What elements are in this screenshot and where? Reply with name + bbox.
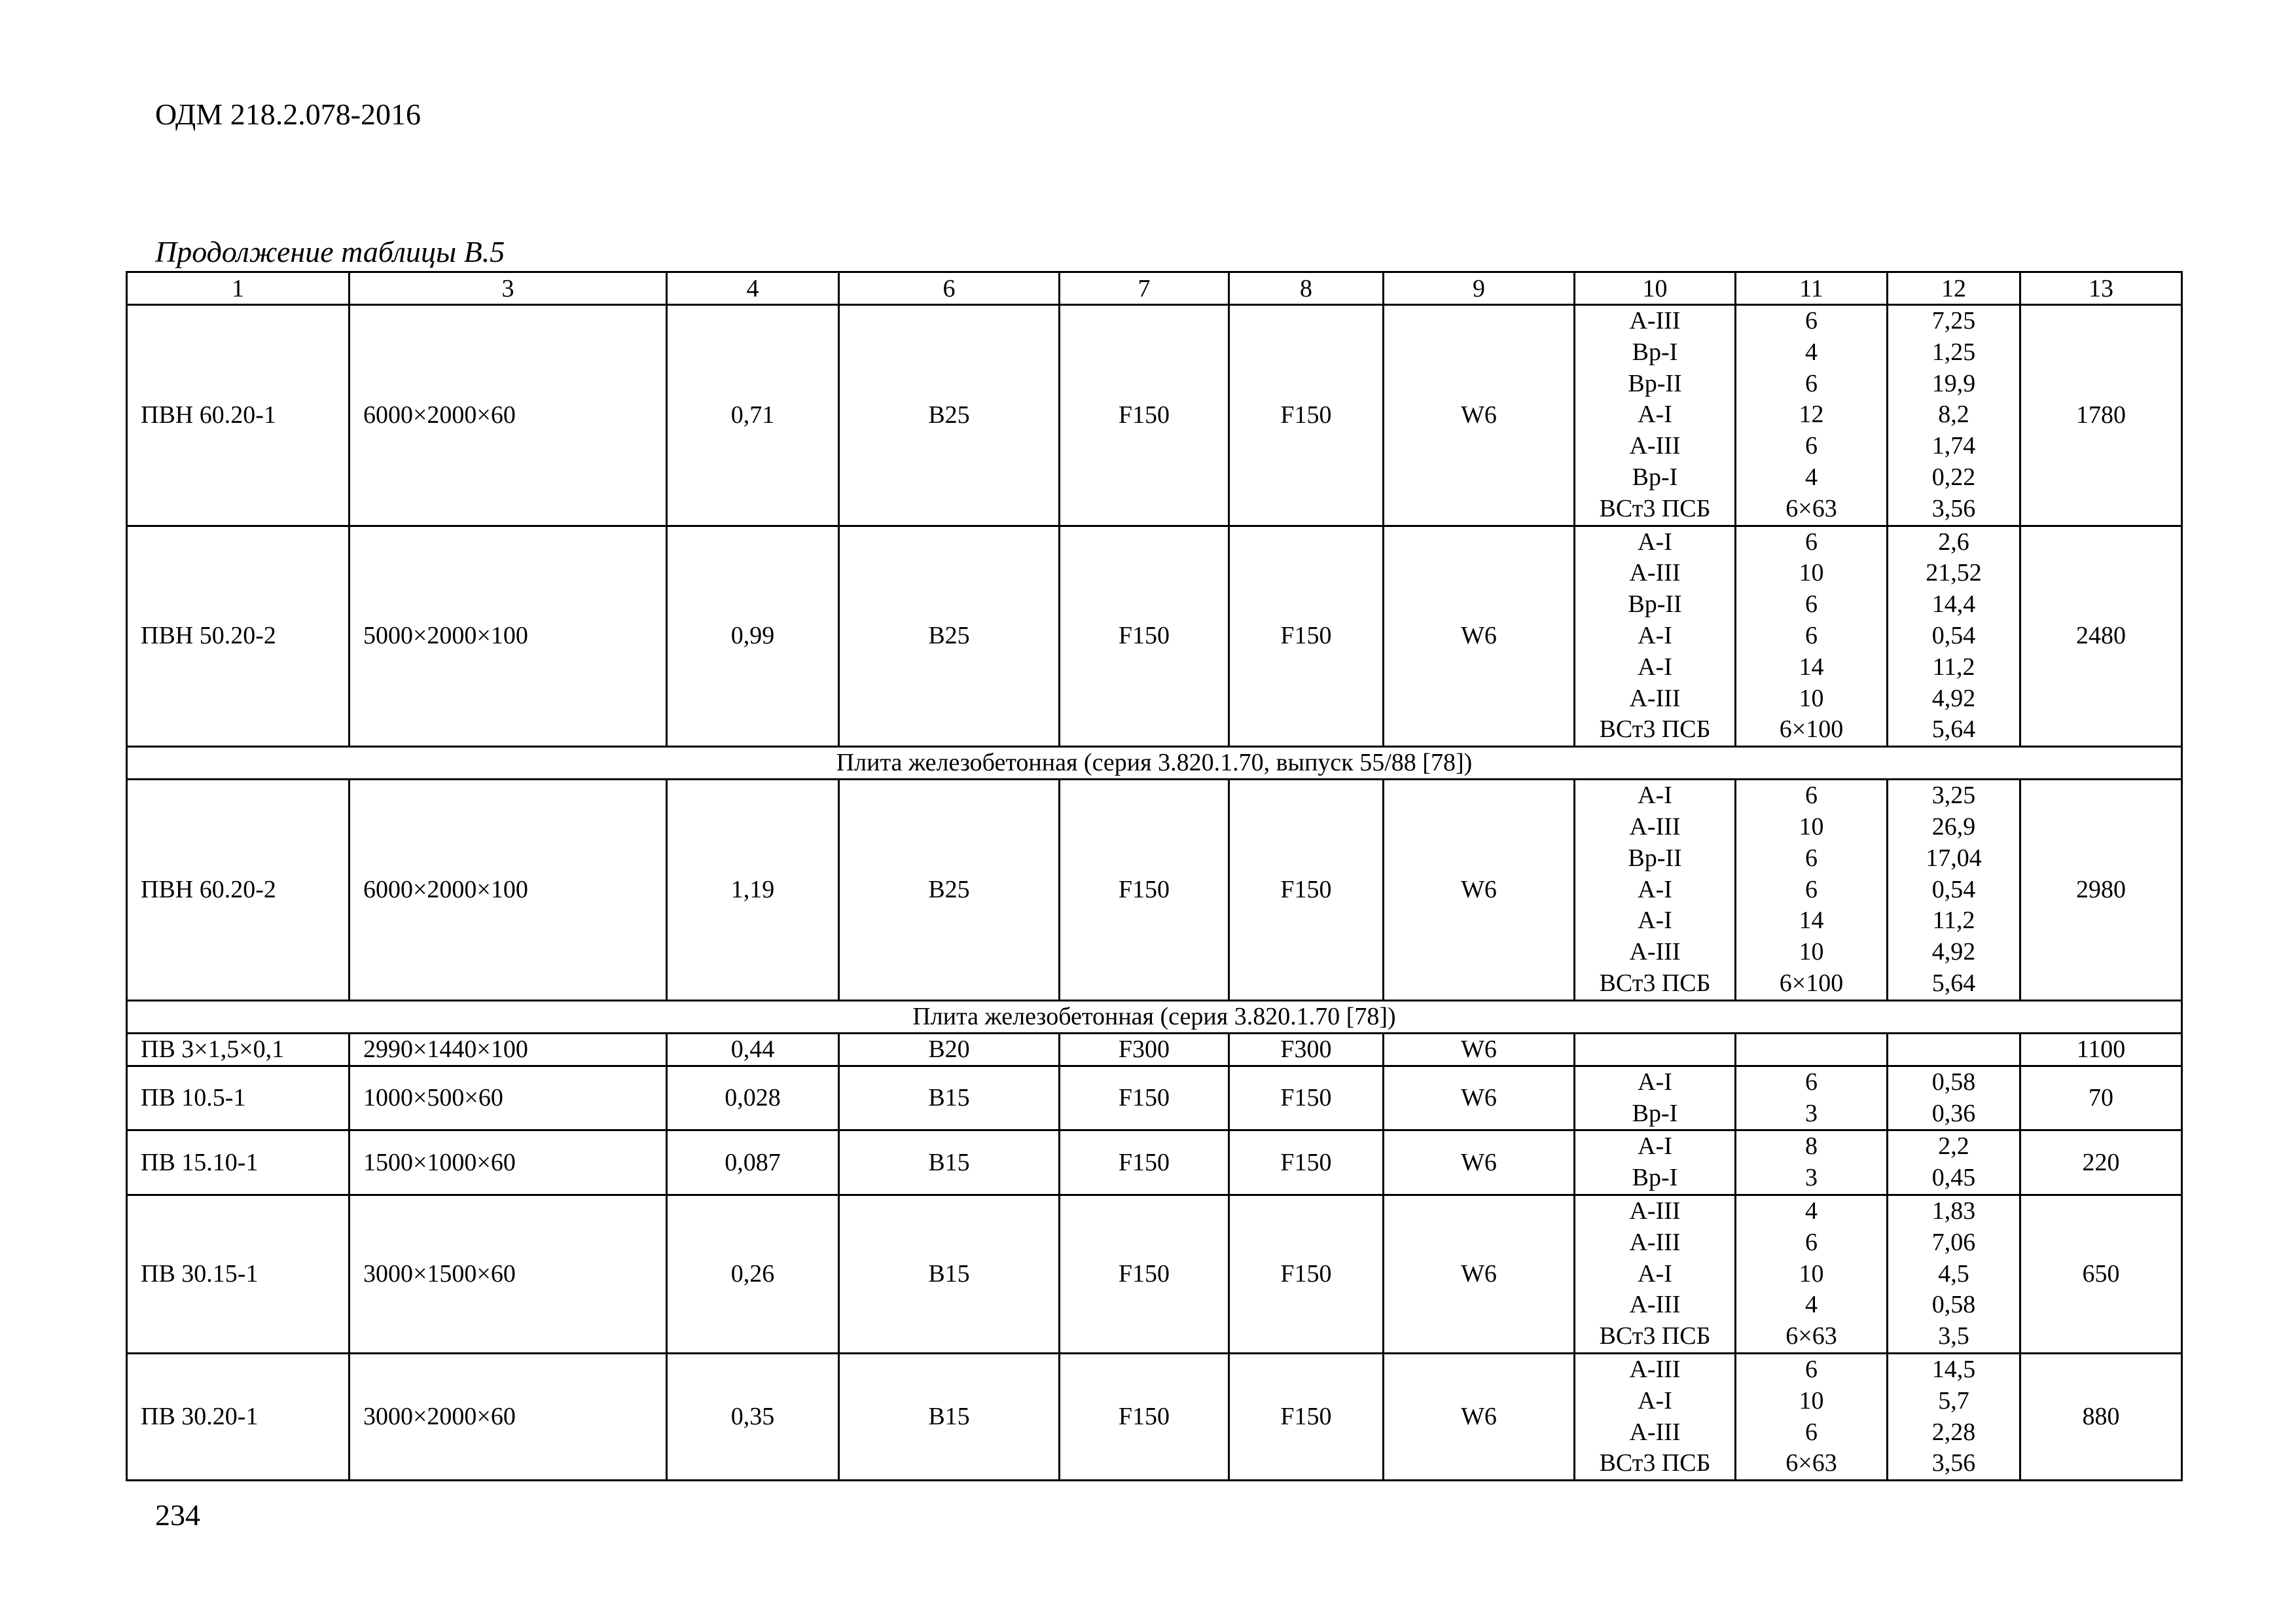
rebar-diameter: 14 (1799, 907, 1824, 935)
water-resistance-cell: W6 (1384, 780, 1575, 1001)
designation-cell: ПВ 10.5-1 (127, 1066, 350, 1130)
steel-mass-cell (1888, 780, 2020, 1001)
dimensions-cell: 6000×2000×100 (350, 780, 667, 1001)
steel-mass: 3,25 (1931, 782, 1976, 810)
rebar-diameter: 6 (1805, 369, 1818, 397)
steel-mass-cell (1888, 1066, 2020, 1130)
rebar-diameter: 6×100 (1779, 715, 1844, 744)
steel-grade: Вр-II (1628, 590, 1682, 619)
steel-mass: 0,58 (1931, 1068, 1976, 1096)
steel-mass: 4,92 (1931, 938, 1976, 966)
table-row (127, 526, 2182, 747)
steel-grade-cell (1575, 780, 1736, 1001)
steel-mass: 0,22 (1931, 463, 1976, 491)
volume-cell: 0,71 (667, 305, 839, 526)
steel-mass: 19,9 (1931, 369, 1976, 397)
steel-mass: 1,74 (1931, 432, 1976, 460)
steel-grade: А-I (1638, 1386, 1672, 1415)
steel-mass-cell (1888, 305, 2020, 526)
steel-mass: 4,5 (1938, 1259, 1969, 1288)
weight-cell: 650 (2020, 1195, 2182, 1353)
frost-resistance-cell: F150 (1060, 1353, 1229, 1480)
steel-grade: Вр-I (1632, 463, 1678, 491)
steel-mass: 7,06 (1931, 1228, 1976, 1256)
steel-grade: Вр-II (1628, 844, 1682, 872)
steel-grade: Вр-I (1632, 338, 1678, 366)
frost-resistance-salt-cell: F150 (1229, 1353, 1384, 1480)
column-header: 6 (839, 272, 1060, 305)
rebar-diameter: 6×63 (1785, 1449, 1837, 1477)
steel-mass: 3,5 (1938, 1322, 1969, 1350)
table-header-row (127, 272, 2182, 305)
steel-mass-cell (1888, 1195, 2020, 1353)
designation-cell: ПВ 3×1,5×0,1 (127, 1033, 350, 1066)
rebar-diameter: 6 (1805, 1418, 1818, 1446)
steel-mass: 11,2 (1932, 653, 1975, 681)
frost-resistance-cell: F150 (1060, 1195, 1229, 1353)
table-row (127, 1066, 2182, 1130)
water-resistance-cell: W6 (1384, 526, 1575, 747)
rebar-diameter: 3 (1805, 1099, 1818, 1127)
weight-cell: 2480 (2020, 526, 2182, 747)
rebar-diameter: 4 (1805, 463, 1818, 491)
frost-resistance-cell: F300 (1060, 1033, 1229, 1066)
steel-mass: 4,92 (1931, 684, 1976, 712)
steel-mass: 7,25 (1931, 307, 1976, 334)
weight-cell: 70 (2020, 1066, 2182, 1130)
steel-mass: 3,56 (1931, 1449, 1976, 1477)
steel-grade: Вр-I (1632, 1164, 1678, 1192)
frost-resistance-salt-cell: F150 (1229, 526, 1384, 747)
steel-grade: А-III (1629, 1418, 1681, 1446)
steel-grade: А-III (1629, 307, 1681, 334)
table-row (127, 305, 2182, 526)
water-resistance-cell: W6 (1384, 305, 1575, 526)
steel-mass-cell (1888, 1130, 2020, 1195)
water-resistance-cell: W6 (1384, 1033, 1575, 1066)
volume-cell: 1,19 (667, 780, 839, 1001)
concrete-class-cell: B15 (839, 1195, 1060, 1353)
frost-resistance-cell: F150 (1060, 1130, 1229, 1195)
steel-grade: А-III (1629, 938, 1681, 966)
data-table (126, 271, 2183, 1481)
steel-mass: 21,52 (1926, 559, 1982, 587)
concrete-class-cell: B25 (839, 780, 1060, 1001)
page-number: 234 (155, 1498, 200, 1532)
steel-grade-cell (1575, 1033, 1736, 1066)
rebar-diameter: 10 (1799, 938, 1824, 966)
designation-cell: ПВН 60.20-1 (127, 305, 350, 526)
rebar-diameter: 6 (1805, 875, 1818, 903)
dimensions-cell: 3000×1500×60 (350, 1195, 667, 1353)
water-resistance-cell: W6 (1384, 1353, 1575, 1480)
rebar-diameter: 8 (1805, 1132, 1818, 1161)
table-row (127, 1130, 2182, 1195)
steel-grade-cell (1575, 1130, 1736, 1195)
rebar-diameter: 6×63 (1785, 1322, 1837, 1350)
table-row (127, 1195, 2182, 1353)
steel-grade: А-III (1629, 1228, 1681, 1256)
rebar-diameter: 3 (1805, 1164, 1818, 1192)
steel-grade: А-III (1629, 432, 1681, 460)
dimensions-cell: 3000×2000×60 (350, 1353, 667, 1480)
rebar-diameter-cell (1736, 305, 1888, 526)
steel-mass: 0,45 (1931, 1164, 1976, 1192)
frost-resistance-cell: F150 (1060, 1066, 1229, 1130)
rebar-diameter: 6 (1805, 1228, 1818, 1256)
steel-mass: 0,54 (1931, 875, 1976, 903)
rebar-diameter: 4 (1805, 1197, 1818, 1225)
steel-grade: А-I (1638, 875, 1672, 903)
frost-resistance-cell: F150 (1060, 305, 1229, 526)
rebar-diameter: 6 (1805, 621, 1818, 649)
rebar-diameter: 6 (1805, 528, 1818, 556)
rebar-diameter: 14 (1799, 653, 1824, 681)
frost-resistance-salt-cell: F300 (1229, 1033, 1384, 1066)
column-header: 11 (1736, 272, 1888, 305)
steel-grade: ВСт3 ПСБ (1599, 969, 1711, 997)
rebar-diameter: 6 (1805, 432, 1818, 460)
steel-mass: 14,4 (1931, 590, 1976, 619)
steel-mass: 3,56 (1931, 494, 1976, 522)
rebar-diameter: 10 (1799, 1386, 1824, 1415)
concrete-class-cell: B15 (839, 1353, 1060, 1480)
rebar-diameter: 6 (1805, 590, 1818, 619)
steel-mass: 2,28 (1931, 1418, 1976, 1446)
concrete-class-cell: B15 (839, 1130, 1060, 1195)
dimensions-cell: 1500×1000×60 (350, 1130, 667, 1195)
steel-grade: А-I (1638, 1259, 1672, 1288)
steel-grade: ВСт3 ПСБ (1599, 1322, 1711, 1350)
steel-mass: 1,83 (1931, 1197, 1976, 1225)
rebar-diameter-cell (1736, 1130, 1888, 1195)
rebar-diameter-cell (1736, 1033, 1888, 1066)
steel-grade: А-I (1638, 653, 1672, 681)
section-title: Плита железобетонная (серия 3.820.1.70, выпуск 55/88 [78]) (127, 747, 2182, 780)
steel-grade: А-III (1629, 812, 1681, 840)
steel-mass: 26,9 (1931, 812, 1976, 840)
steel-grade: А-III (1629, 1355, 1681, 1383)
steel-mass: 14,5 (1931, 1355, 1976, 1383)
designation-cell: ПВН 50.20-2 (127, 526, 350, 747)
concrete-class-cell: B20 (839, 1033, 1060, 1066)
frost-resistance-salt-cell: F150 (1229, 1130, 1384, 1195)
column-header: 9 (1384, 272, 1575, 305)
steel-grade: ВСт3 ПСБ (1599, 715, 1711, 744)
table-row (127, 1033, 2182, 1066)
steel-mass: 8,2 (1938, 401, 1969, 429)
steel-mass: 0,36 (1931, 1099, 1976, 1127)
designation-cell: ПВН 60.20-2 (127, 780, 350, 1001)
steel-grade-cell (1575, 1066, 1736, 1130)
rebar-diameter: 4 (1805, 1291, 1818, 1319)
rebar-diameter: 4 (1805, 338, 1818, 366)
section-row (127, 747, 2182, 780)
steel-grade: А-III (1629, 1291, 1681, 1319)
dimensions-cell: 1000×500×60 (350, 1066, 667, 1130)
designation-cell: ПВ 15.10-1 (127, 1130, 350, 1195)
rebar-diameter: 6 (1805, 844, 1818, 872)
rebar-diameter-cell (1736, 1195, 1888, 1353)
rebar-diameter: 10 (1799, 1259, 1824, 1288)
column-header: 12 (1888, 272, 2020, 305)
column-header: 10 (1575, 272, 1736, 305)
steel-mass: 0,58 (1931, 1291, 1976, 1319)
dimensions-cell: 5000×2000×100 (350, 526, 667, 747)
steel-grade-cell (1575, 1195, 1736, 1353)
frost-resistance-salt-cell: F150 (1229, 1195, 1384, 1353)
rebar-diameter: 6 (1805, 782, 1818, 810)
steel-mass-cell (1888, 1353, 2020, 1480)
steel-mass: 11,2 (1932, 907, 1975, 935)
steel-grade: Вр-II (1628, 369, 1682, 397)
steel-mass: 5,64 (1931, 969, 1976, 997)
frost-resistance-cell: F150 (1060, 780, 1229, 1001)
rebar-diameter-cell (1736, 526, 1888, 747)
designation-cell: ПВ 30.15-1 (127, 1195, 350, 1353)
water-resistance-cell: W6 (1384, 1195, 1575, 1353)
steel-grade-cell (1575, 526, 1736, 747)
weight-cell: 1100 (2020, 1033, 2182, 1066)
steel-grade: А-I (1638, 528, 1672, 556)
steel-grade: А-I (1638, 401, 1672, 429)
column-header: 1 (127, 272, 350, 305)
frost-resistance-salt-cell: F150 (1229, 1066, 1384, 1130)
steel-grade: А-I (1638, 782, 1672, 810)
steel-grade: А-I (1638, 907, 1672, 935)
water-resistance-cell: W6 (1384, 1066, 1575, 1130)
column-header: 8 (1229, 272, 1384, 305)
steel-grade: ВСт3 ПСБ (1599, 1449, 1711, 1477)
steel-mass: 5,64 (1931, 715, 1976, 744)
weight-cell: 220 (2020, 1130, 2182, 1195)
steel-grade: А-III (1629, 559, 1681, 587)
weight-cell: 2980 (2020, 780, 2182, 1001)
steel-grade-cell (1575, 1353, 1736, 1480)
weight-cell: 880 (2020, 1353, 2182, 1480)
volume-cell: 0,26 (667, 1195, 839, 1353)
steel-grade-cell (1575, 305, 1736, 526)
dimensions-cell: 2990×1440×100 (350, 1033, 667, 1066)
section-title: Плита железобетонная (серия 3.820.1.70 [78]) (127, 1000, 2182, 1033)
rebar-diameter: 6 (1805, 1068, 1818, 1096)
rebar-diameter-cell (1736, 1353, 1888, 1480)
table-row (127, 780, 2182, 1001)
steel-grade: Вр-I (1632, 1099, 1678, 1127)
section-row (127, 1000, 2182, 1033)
frost-resistance-salt-cell: F150 (1229, 780, 1384, 1001)
steel-mass: 1,25 (1931, 338, 1976, 366)
water-resistance-cell: W6 (1384, 1130, 1575, 1195)
rebar-diameter: 10 (1799, 559, 1824, 587)
steel-grade: А-I (1638, 1068, 1672, 1096)
frost-resistance-cell: F150 (1060, 526, 1229, 747)
rebar-diameter: 6 (1805, 307, 1818, 334)
concrete-class-cell: B15 (839, 1066, 1060, 1130)
steel-mass: 2,6 (1938, 528, 1969, 556)
steel-grade: А-III (1629, 1197, 1681, 1225)
steel-mass-cell (1888, 1033, 2020, 1066)
steel-grade: ВСт3 ПСБ (1599, 494, 1711, 522)
rebar-diameter: 12 (1799, 401, 1824, 429)
concrete-class-cell: B25 (839, 526, 1060, 747)
steel-grade: А-I (1638, 621, 1672, 649)
column-header: 3 (350, 272, 667, 305)
steel-mass: 2,2 (1938, 1132, 1969, 1161)
steel-grade: А-I (1638, 1132, 1672, 1161)
volume-cell: 0,44 (667, 1033, 839, 1066)
volume-cell: 0,028 (667, 1066, 839, 1130)
rebar-diameter: 10 (1799, 684, 1824, 712)
steel-mass: 0,54 (1931, 621, 1976, 649)
steel-grade: А-III (1629, 684, 1681, 712)
table-row (127, 1353, 2182, 1480)
concrete-class-cell: B25 (839, 305, 1060, 526)
weight-cell: 1780 (2020, 305, 2182, 526)
rebar-diameter: 10 (1799, 812, 1824, 840)
rebar-diameter: 6 (1805, 1355, 1818, 1383)
column-header: 7 (1060, 272, 1229, 305)
column-header: 4 (667, 272, 839, 305)
steel-mass-cell (1888, 526, 2020, 747)
document-code: ОДМ 218.2.078-2016 (155, 98, 422, 131)
volume-cell: 0,35 (667, 1353, 839, 1480)
steel-mass: 5,7 (1938, 1386, 1969, 1415)
column-header: 13 (2020, 272, 2182, 305)
table-caption: Продолжение таблицы В.5 (155, 235, 505, 268)
frost-resistance-salt-cell: F150 (1229, 305, 1384, 526)
rebar-diameter-cell (1736, 780, 1888, 1001)
rebar-diameter-cell (1736, 1066, 1888, 1130)
rebar-diameter: 6×63 (1785, 494, 1837, 522)
dimensions-cell: 6000×2000×60 (350, 305, 667, 526)
steel-mass: 17,04 (1926, 844, 1982, 872)
designation-cell: ПВ 30.20-1 (127, 1353, 350, 1480)
rebar-diameter: 6×100 (1779, 969, 1844, 997)
volume-cell: 0,087 (667, 1130, 839, 1195)
volume-cell: 0,99 (667, 526, 839, 747)
